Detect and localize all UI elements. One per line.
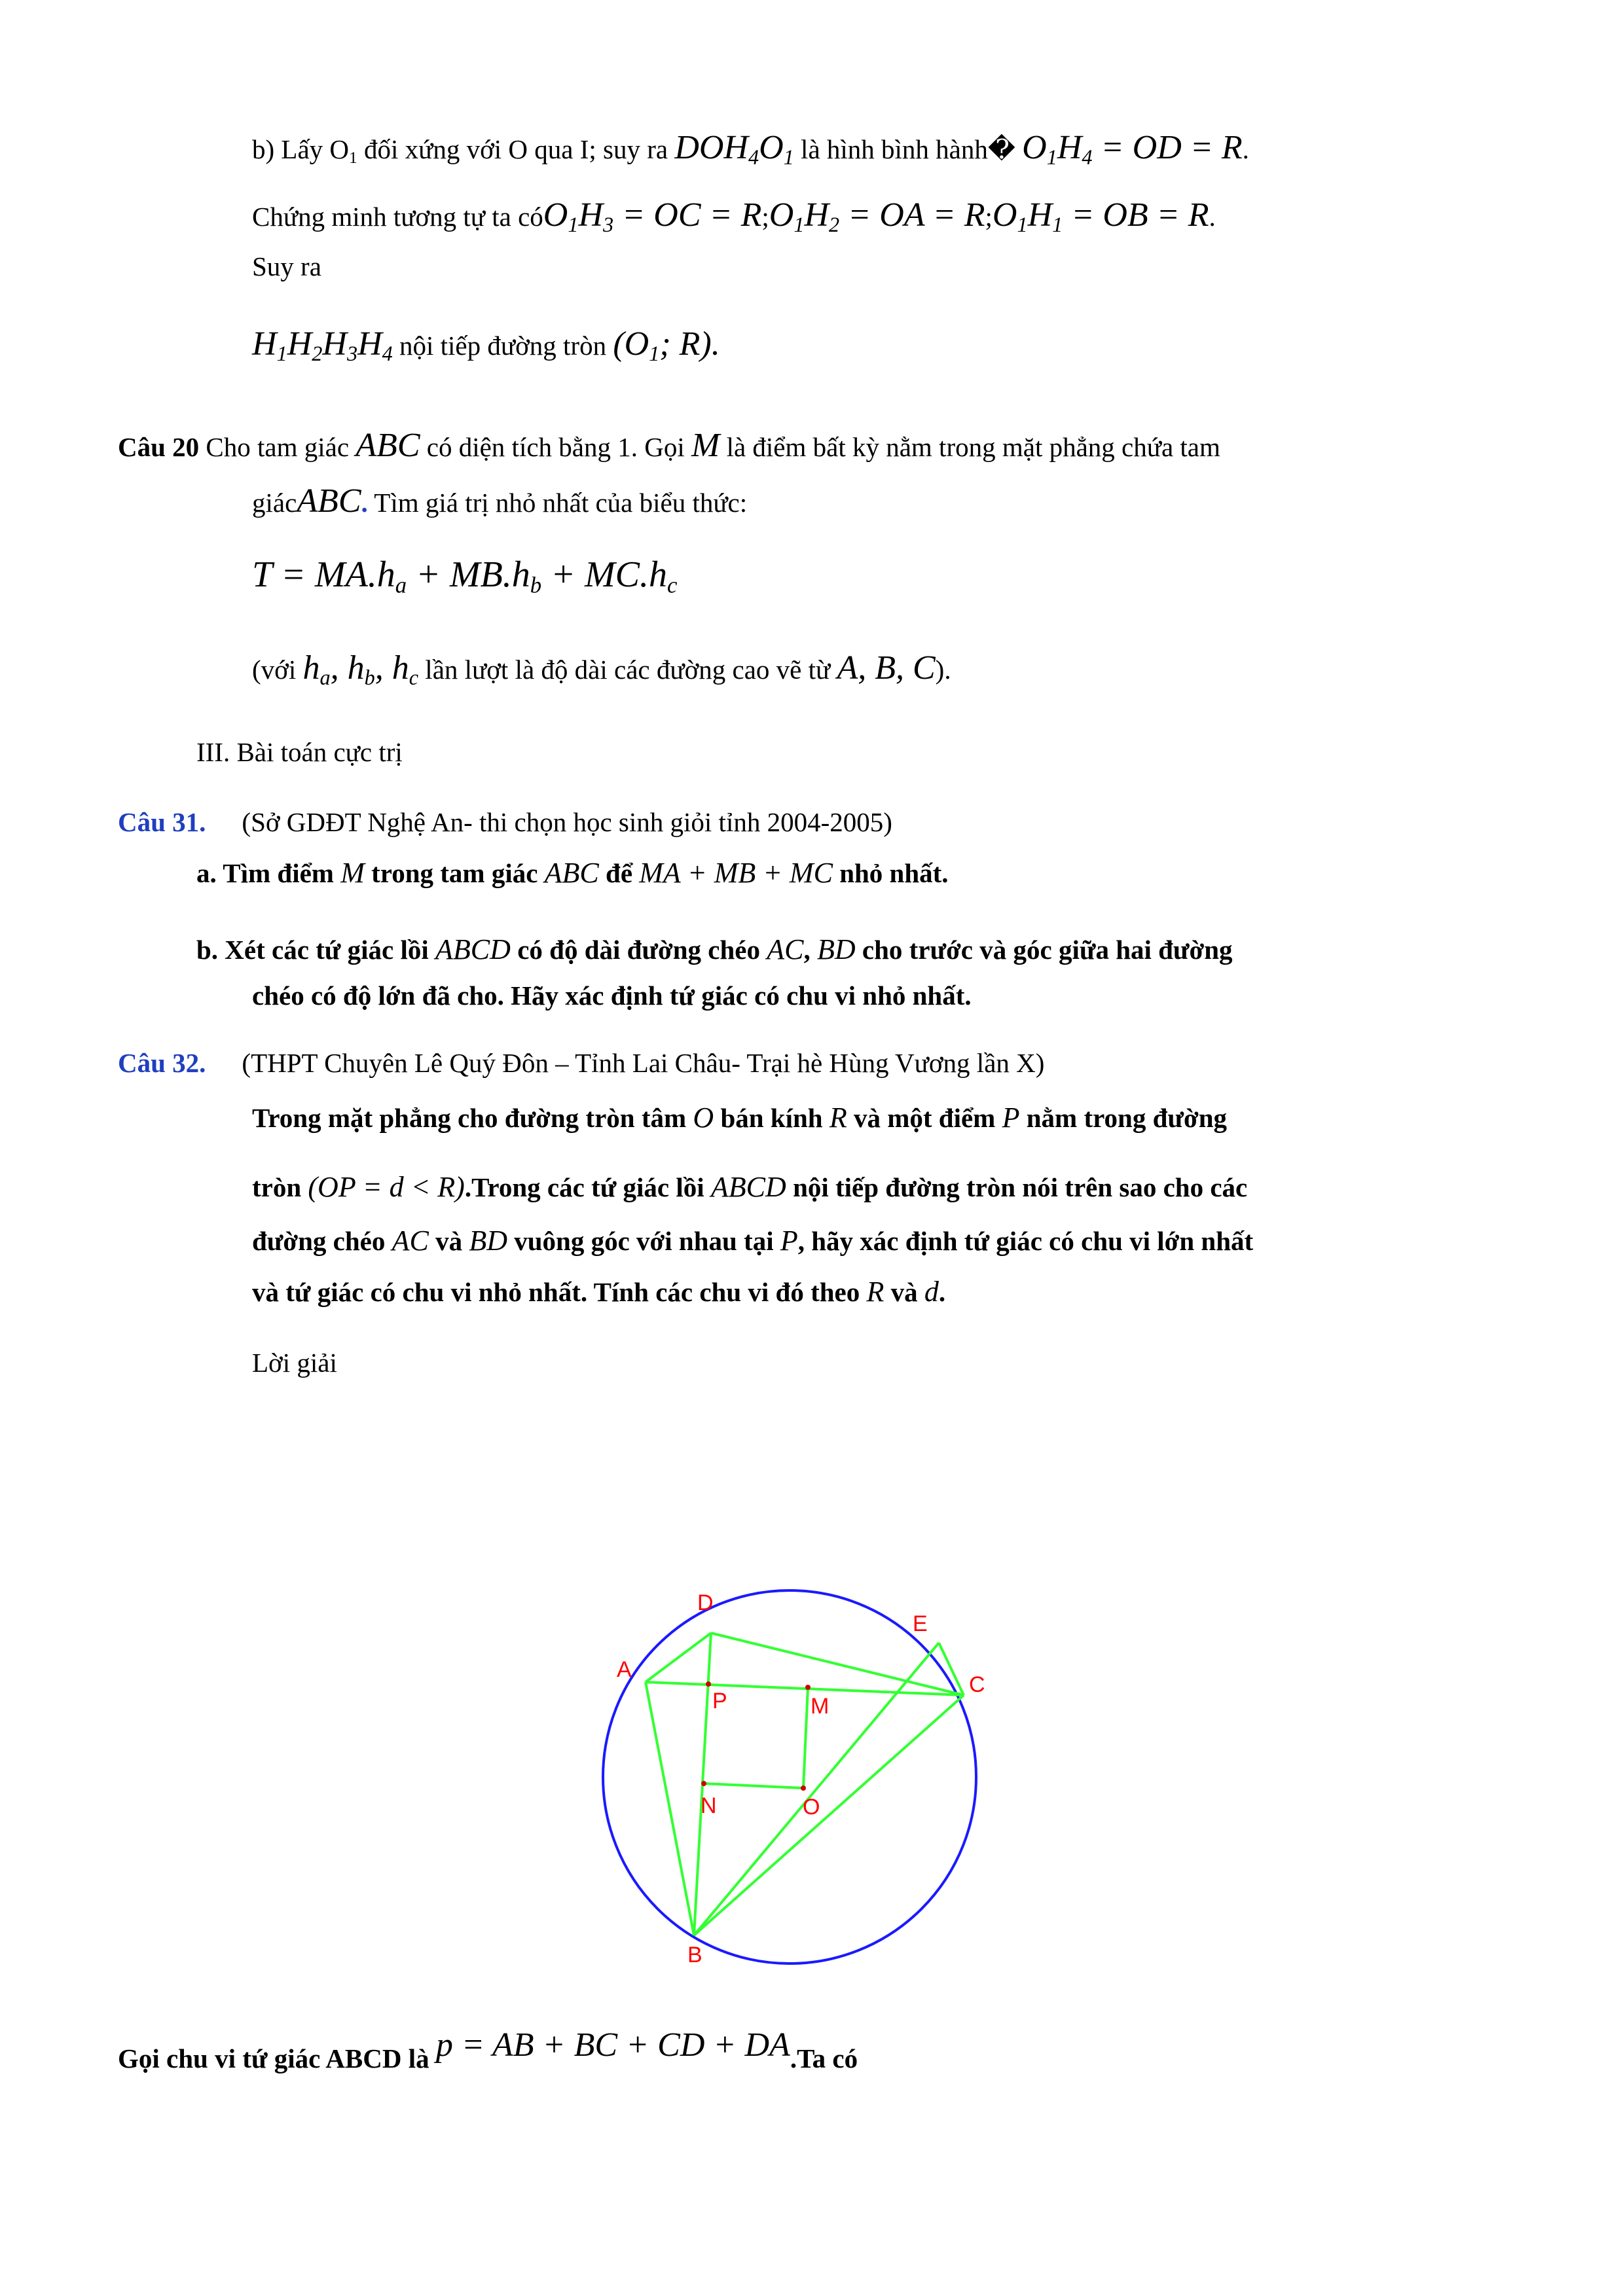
text: trong tam giác bbox=[364, 858, 545, 888]
solution-label: Lời giải bbox=[252, 1348, 337, 1378]
formula-d: d bbox=[924, 1276, 939, 1308]
segment-AB bbox=[646, 1682, 694, 1935]
cau20-line1 bbox=[118, 425, 1220, 466]
formula-BD: BD bbox=[469, 1225, 507, 1257]
formula-O: O bbox=[693, 1102, 714, 1134]
point-N bbox=[701, 1781, 706, 1786]
text: tròn bbox=[252, 1172, 308, 1202]
cau31-label: Câu 31. bbox=[118, 807, 206, 837]
cau32-line1 bbox=[252, 1101, 1227, 1136]
label-E: E bbox=[913, 1611, 928, 1636]
label-P: P bbox=[712, 1689, 727, 1713]
formula-MA-MB-MC: MA + MB + MC bbox=[639, 857, 833, 889]
text: nằm trong đường bbox=[1019, 1103, 1228, 1133]
period: . bbox=[1242, 134, 1249, 164]
label-D: D bbox=[697, 1590, 714, 1615]
text: để bbox=[598, 858, 640, 888]
point-M bbox=[805, 1685, 811, 1690]
text: ). bbox=[935, 655, 951, 685]
cau31-header bbox=[118, 806, 892, 838]
text: có độ dài đường chéo bbox=[510, 935, 767, 965]
segments bbox=[646, 1633, 964, 1935]
section-title: III. Bài toán cực trị bbox=[196, 737, 403, 767]
text: đối xứng với O qua I; suy ra bbox=[357, 134, 675, 164]
point-P bbox=[706, 1681, 711, 1687]
text: a. Tìm điểm bbox=[196, 858, 341, 888]
cau32-source: (THPT Chuyên Lê Quý Đôn – Tỉnh Lai Châu- Trại hè Hùng Vương lần X) bbox=[242, 1048, 1045, 1078]
formula-ABC: ABC bbox=[356, 427, 420, 464]
formula-P: P bbox=[780, 1225, 798, 1257]
text: đường chéo bbox=[252, 1226, 392, 1256]
text: b. Xét các tứ giác lồi bbox=[196, 935, 436, 965]
point-O bbox=[801, 1785, 806, 1791]
formula-ABCD: ABCD bbox=[435, 933, 511, 965]
cau20-heights-note bbox=[252, 648, 951, 689]
text: giác bbox=[252, 488, 297, 518]
text: bán kính bbox=[714, 1103, 830, 1133]
text: là điểm bất kỳ nằm trong mặt phẳng chứa tam bbox=[720, 432, 1220, 462]
formula-circle: ($O_1$; R). bbox=[613, 325, 720, 366]
formula-ABC: ABC bbox=[297, 482, 361, 520]
text: và tứ giác có chu vi nhỏ nhất. Tính các chu vi đó theo bbox=[252, 1277, 867, 1307]
cau20-line2 bbox=[252, 481, 747, 522]
formula-AC: AC bbox=[392, 1225, 429, 1257]
formula-ABC: ABC bbox=[544, 857, 599, 889]
cau20-formula-T: $T = MA.h_a + MB.h_b + MC.h_c$ bbox=[252, 554, 678, 598]
formula-DOH4O1: $DOH_4O_1$ bbox=[674, 129, 794, 170]
cau32-line3 bbox=[252, 1224, 1253, 1259]
formula-O1H1: $O_1H_1$ = OB = R bbox=[992, 196, 1209, 237]
formula-R: R bbox=[829, 1102, 847, 1134]
cau32-header bbox=[118, 1047, 1044, 1079]
formula-P: P bbox=[1002, 1102, 1020, 1134]
segment-MO bbox=[803, 1687, 808, 1788]
text: Tìm giá trị nhỏ nhất của biểu thức: bbox=[367, 488, 748, 518]
label-M: M bbox=[811, 1694, 830, 1719]
formula-perimeter: p = AB + BC + CD + DA bbox=[435, 2026, 790, 2064]
dot: . bbox=[361, 488, 368, 518]
cau31-part-b-line1 bbox=[196, 933, 1233, 967]
formula-O1H4: $O_1H_4$ = OD = R bbox=[1022, 129, 1243, 170]
text: b) Lấy O bbox=[252, 134, 350, 164]
formula-heights: $h_a$, $h_b$, $h_c$ bbox=[302, 649, 419, 690]
text: Cho tam giác bbox=[199, 432, 356, 462]
text-sub: 1 bbox=[349, 149, 357, 168]
geometry-diagram bbox=[589, 1558, 1048, 1990]
text: nội tiếp đường tròn nói trên sao cho các bbox=[786, 1172, 1248, 1202]
text: (với bbox=[252, 655, 303, 685]
text: , hãy xác định tứ giác có chu vi lớn nhất bbox=[797, 1226, 1254, 1256]
text: và một điểm bbox=[847, 1103, 1002, 1133]
cau32-line2 bbox=[252, 1170, 1247, 1205]
formula-O1H3: $O_1H_3$ = OC = R bbox=[543, 196, 762, 237]
text: Trong mặt phẳng cho đường tròn tâm bbox=[252, 1103, 693, 1133]
text: Gọi chu vi tứ giác ABCD là bbox=[118, 2043, 436, 2073]
cau32-line4 bbox=[252, 1275, 945, 1310]
segment-CB bbox=[694, 1695, 964, 1935]
formula-M: M bbox=[691, 427, 720, 464]
cau31-part-b-line2: chéo có độ lớn đã cho. Hãy xác định tứ giác có chu vi nhỏ nhất. bbox=[252, 980, 972, 1011]
sep: ; bbox=[985, 202, 993, 232]
text: . bbox=[938, 1277, 946, 1307]
sep: ; bbox=[761, 202, 769, 232]
circle-O bbox=[603, 1590, 976, 1964]
text: cho trước và góc giữa hai đường bbox=[855, 935, 1233, 965]
formula-ABC-list: A, B, C bbox=[837, 649, 936, 687]
label-N: N bbox=[701, 1793, 717, 1818]
segment-AD bbox=[646, 1633, 711, 1682]
part-b-line3: Suy ra bbox=[252, 251, 321, 281]
cau32-label: Câu 32. bbox=[118, 1048, 206, 1078]
text: .Ta có bbox=[790, 2043, 858, 2073]
label-A: A bbox=[617, 1657, 632, 1682]
label-C: C bbox=[969, 1672, 985, 1697]
text: nhỏ nhất. bbox=[832, 858, 949, 888]
text: lần lượt là độ dài các đường cao vẽ từ bbox=[418, 655, 837, 685]
cau31-source: (Sở GDĐT Nghệ An- thi chọn học sinh giỏi tỉnh 2004-2005) bbox=[242, 807, 892, 837]
period: . bbox=[1209, 202, 1216, 232]
cau31-part-a bbox=[196, 856, 949, 891]
final-line bbox=[118, 2026, 858, 2077]
formula-R: R bbox=[866, 1276, 884, 1308]
part-b-line4 bbox=[252, 324, 720, 365]
text: , bbox=[803, 935, 817, 965]
formula-AC: AC bbox=[767, 933, 804, 965]
formula-OP-cond: (OP = d < R) bbox=[308, 1171, 465, 1203]
formula-H1H2H3H4: $H_1H_2H_3H_4$ bbox=[252, 325, 393, 366]
segment-NO bbox=[704, 1784, 803, 1788]
text: .Trong các tứ giác lồi bbox=[464, 1172, 711, 1202]
cau20-label: Câu 20 bbox=[118, 432, 200, 462]
text: có diện tích bằng 1. Gọi bbox=[420, 432, 691, 462]
formula-M: M bbox=[340, 857, 365, 889]
formula-ABCD: ABCD bbox=[710, 1171, 786, 1203]
text: và bbox=[884, 1277, 924, 1307]
text: Chứng minh tương tự ta có bbox=[252, 202, 543, 232]
part-b-line2 bbox=[252, 195, 1216, 236]
text: là hình bình hành bbox=[801, 134, 988, 164]
label-O: O bbox=[803, 1795, 820, 1820]
part-b-line1 bbox=[252, 128, 1249, 168]
label-B: B bbox=[687, 1943, 702, 1967]
text: nội tiếp đường tròn bbox=[392, 331, 613, 361]
formula-O1H2: $O_1H_2$ = OA = R bbox=[769, 196, 985, 237]
formula-BD: BD bbox=[816, 933, 856, 965]
unknown-glyph: � bbox=[987, 134, 1015, 164]
text: và bbox=[428, 1226, 469, 1256]
text: vuông góc với nhau tại bbox=[507, 1226, 780, 1256]
